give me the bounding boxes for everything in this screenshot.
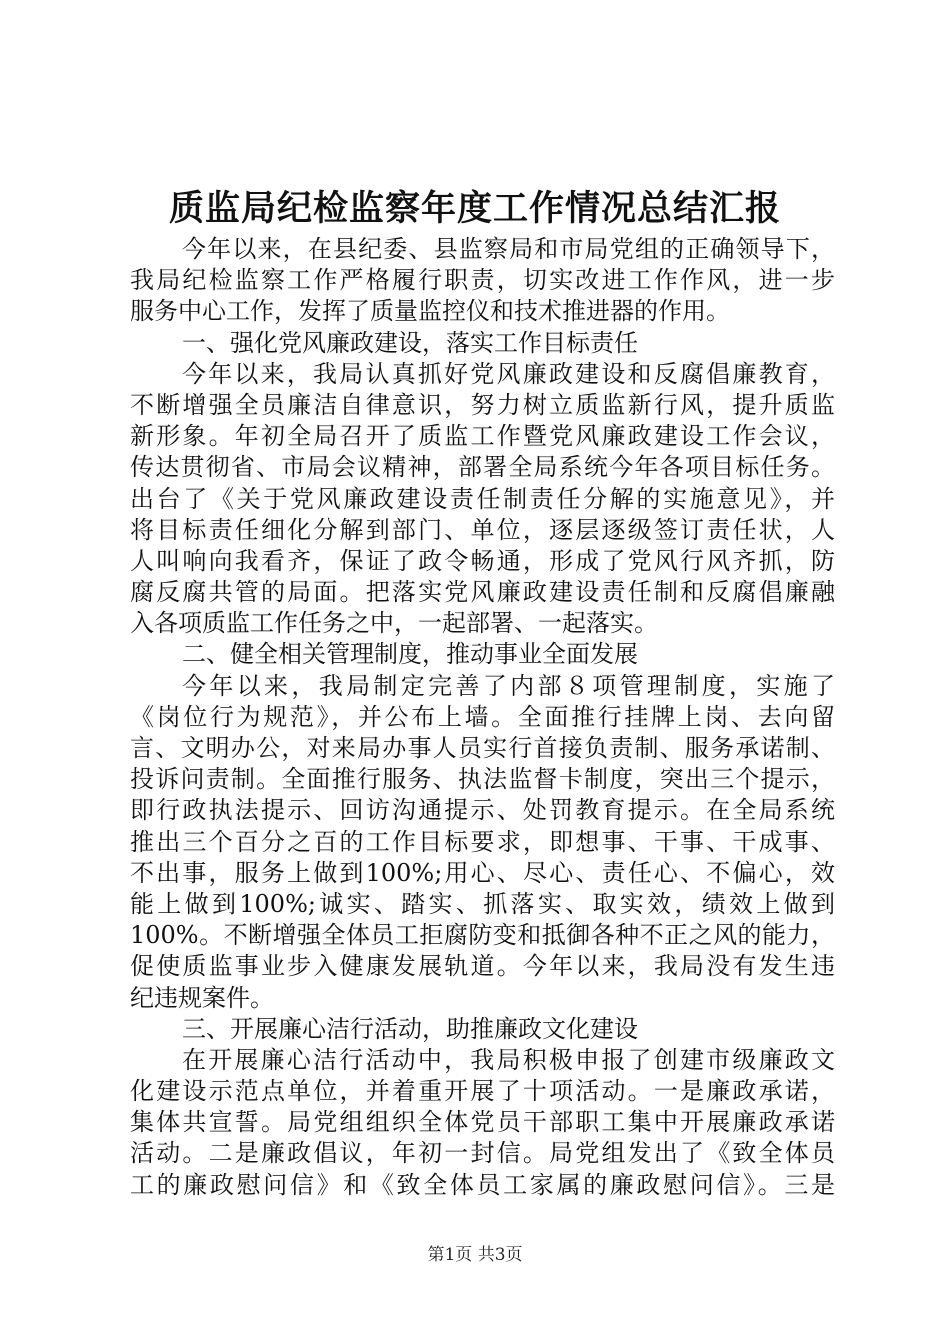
body-line: 今年以来，我局认真抓好党风廉政建设和反腐倡廉教育， [182,359,835,388]
body-line: 不断增强全员廉洁自律意识，努力树立质监新行风，提升质监 [130,390,835,419]
body-line: 将目标责任细化分解到部门、单位，逐层逐级签订责任状，人 [130,515,835,544]
body-line: 我局纪检监察工作严格履行职责，切实改进工作作风，进一步 [130,266,835,295]
body-line: 服务中心工作，发挥了质量监控仪和技术推进器的作用。 [130,297,730,326]
section-heading-2: 二、健全相关管理制度，推动事业全面发展 [182,640,638,669]
body-line: 能上做到100%;诚实、踏实、抓落实、取实效，绩效上做到 [130,889,835,918]
body-line: 促使质监事业步入健康发展轨道。今年以来，我局没有发生违 [130,952,835,981]
body-line: 活动。二是廉政倡议，年初一封信。局党组发出了《致全体员 [130,1139,835,1168]
body-line: 不出事，服务上做到100%;用心、尽心、责任心、不偏心，效 [130,858,835,887]
body-line: 出台了《关于党风廉政建设责任制责任分解的实施意见》，并 [130,484,835,513]
body-line: 《岗位行为规范》，并公布上墙。全面推行挂牌上岗、去向留 [130,702,835,731]
document-title: 质监局纪检监察年度工作情况总结汇报 [168,188,781,229]
page-number-footer: 第1页 共3页 [427,1245,523,1265]
body-line: 推出三个百分之百的工作目标要求，即想事、干事、干成事、 [130,827,835,856]
body-line: 化建设示范点单位，并着重开展了十项活动。一是廉政承诺， [130,1077,835,1106]
body-line: 传达贯彻省、市局会议精神，部署全局系统今年各项目标任务。 [130,453,835,482]
body-line: 人叫响向我看齐，保证了政令畅通，形成了党风行风齐抓，防 [130,546,835,575]
body-line: 100%。不断增强全体员工拒腐防变和抵御各种不正之风的能力， [130,921,835,950]
body-line: 纪违规案件。 [130,983,274,1012]
body-line: 入各项质监工作任务之中，一起部署、一起落实。 [130,609,658,638]
body-line: 工的廉政慰问信》和《致全体员工家属的廉政慰问信》。三是 [130,1170,835,1199]
document-body [130,234,835,1201]
body-line: 新形象。年初全局召开了质监工作暨党风廉政建设工作会议， [130,422,835,451]
body-line: 集体共宣誓。局党组组织全体党员干部职工集中开展廉政承诺 [130,1108,835,1137]
body-line: 投诉问责制。全面推行服务、执法监督卡制度，突出三个提示， [130,765,835,794]
body-line: 言、文明办公，对来局办事人员实行首接负责制、服务承诺制、 [130,734,835,762]
body-line: 今年以来，我局制定完善了内部８项管理制度，实施了 [182,671,835,700]
section-heading-3: 三、开展廉心洁行活动，助推廉政文化建设 [182,1014,638,1043]
section-heading-1: 一、强化党风廉政建设，落实工作目标责任 [182,328,638,357]
body-line: 在开展廉心洁行活动中，我局积极申报了创建市级廉政文 [182,1045,835,1074]
body-line: 即行政执法提示、回访沟通提示、处罚教育提示。在全局系统 [130,796,835,825]
body-line: 腐反腐共管的局面。把落实党风廉政建设责任制和反腐倡廉融 [130,578,835,607]
body-line: 今年以来，在县纪委、县监察局和市局党组的正确领导下， [182,235,835,263]
